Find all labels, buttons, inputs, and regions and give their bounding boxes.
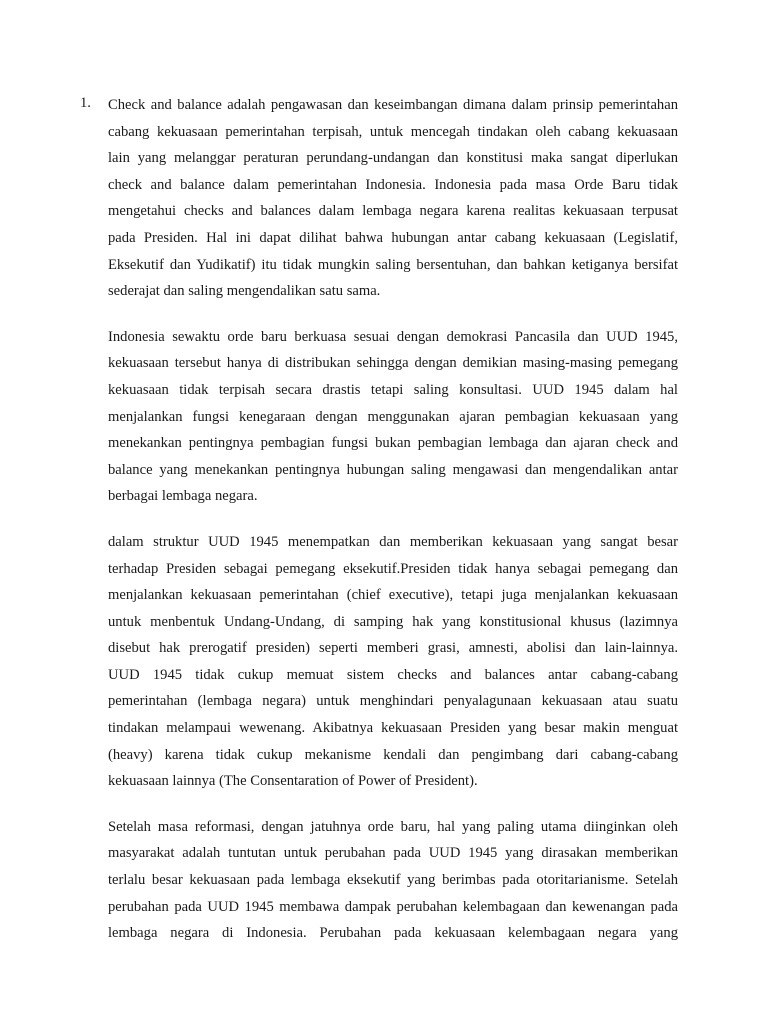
- text-line: untuk menbentuk Undang-Undang, di samping hak yang konstitusional khusus (lazimnya: [108, 613, 678, 630]
- text-line: Setelah masa reformasi, dengan jatuhnya orde baru, hal yang paling utama diinginkan oleh: [108, 818, 678, 835]
- list-number: 1.: [80, 95, 91, 111]
- paragraph-1: [108, 92, 678, 305]
- text-line: Check and balance adalah pengawasan dan keseimbangan dimana dalam prinsip pemerintahan: [108, 97, 678, 113]
- document-body: [108, 92, 678, 966]
- text-line: Eksekutif dan Yudikatif) itu tidak mungkin saling bersentuhan, dan bahkan ketiganya bersifat: [108, 256, 678, 273]
- text-line: menjalankan fungsi kenegaraan dengan menggunakan ajaran pembagian kekuasaan yang: [108, 408, 678, 425]
- text-line: balance yang menekankan pentingnya hubungan saling mengawasi dan mengendalikan antar: [108, 461, 678, 478]
- paragraph-3: [108, 529, 678, 795]
- text-line: dalam struktur UUD 1945 menempatkan dan memberikan kekuasaan yang sangat besar: [108, 533, 678, 550]
- paragraph-2: [108, 324, 678, 510]
- text-line: kekuasaan tersebut hanya di distribukan sehingga dengan demikian masing-masing pemegang: [108, 355, 678, 372]
- text-line: menjalankan kekuasaan pemerintahan (chief executive), tetapi juga menjalankan kekuasaan: [108, 587, 678, 604]
- text-line: Indonesia sewaktu orde baru berkuasa sesuai dengan demokrasi Pancasila dan UUD 1945,: [108, 328, 678, 345]
- text-line: pada Presiden. Hal ini dapat dilihat bahwa hubungan antar cabang kekuasaan (Legislatif,: [108, 229, 678, 246]
- text-line: (heavy) karena tidak cukup mekanisme kendali dan pengimbang dari cabang-cabang: [108, 746, 678, 763]
- text-line: kekuasaan tidak terpisah secara drastis tetapi saling konsultasi. UUD 1945 dalam hal: [108, 381, 678, 398]
- text-line: UUD 1945 tidak cukup memuat sistem checks and balances antar cabang-cabang: [108, 666, 678, 683]
- text-line: lembaga negara di Indonesia. Perubahan pada kekuasaan kelembagaan negara yang: [108, 925, 678, 942]
- text-line: berbagai lembaga negara.: [108, 488, 258, 505]
- text-line: menekankan pentingnya pembagian fungsi bukan pembagian lembaga dan ajaran check and: [108, 435, 678, 452]
- paragraph-4: [108, 814, 678, 947]
- text-line: lain yang melanggar peraturan perundang-undangan dan konstitusi maka sangat diperlukan: [108, 150, 678, 167]
- text-line: terlalu besar kekuasaan pada lembaga eksekutif yang berimbas pada otoritarianisme. Setelah: [108, 872, 678, 889]
- text-line: masyarakat adalah tuntutan untuk perubahan pada UUD 1945 yang dirasakan memberikan: [108, 845, 678, 862]
- text-line: tindakan melampaui wewenang. Akibatnya kekuasaan Presiden yang besar makin menguat: [108, 720, 678, 737]
- text-line: terhadap Presiden sebagai pemegang eksekutif.Presiden tidak hanya sebagai pemegang dan: [108, 560, 678, 577]
- text-line: mengetahui checks and balances dalam lembaga negara karena realitas kekuasaan terpusat: [108, 203, 678, 220]
- text-line: check and balance dalam pemerintahan Indonesia. Indonesia pada masa Orde Baru tidak: [108, 176, 678, 193]
- text-line: pemerintahan (lembaga negara) untuk menghindari penyalagunaan kekuasaan atau suatu: [108, 693, 678, 710]
- text-line: cabang kekuasaan pemerintahan terpisah, untuk mencegah tindakan oleh cabang kekuasaan: [108, 123, 678, 140]
- text-line: perubahan pada UUD 1945 membawa dampak perubahan kelembagaan dan kewenangan pada: [108, 898, 678, 915]
- text-line: kekuasaan lainnya (The Consentaration of Power of President).: [108, 773, 478, 790]
- text-line: disebut hak prerogatif presiden) seperti memberi grasi, amnesti, abolisi dan lain-lainnya.: [108, 640, 678, 657]
- text-line: sederajat dan saling mengendalikan satu sama.: [108, 283, 381, 300]
